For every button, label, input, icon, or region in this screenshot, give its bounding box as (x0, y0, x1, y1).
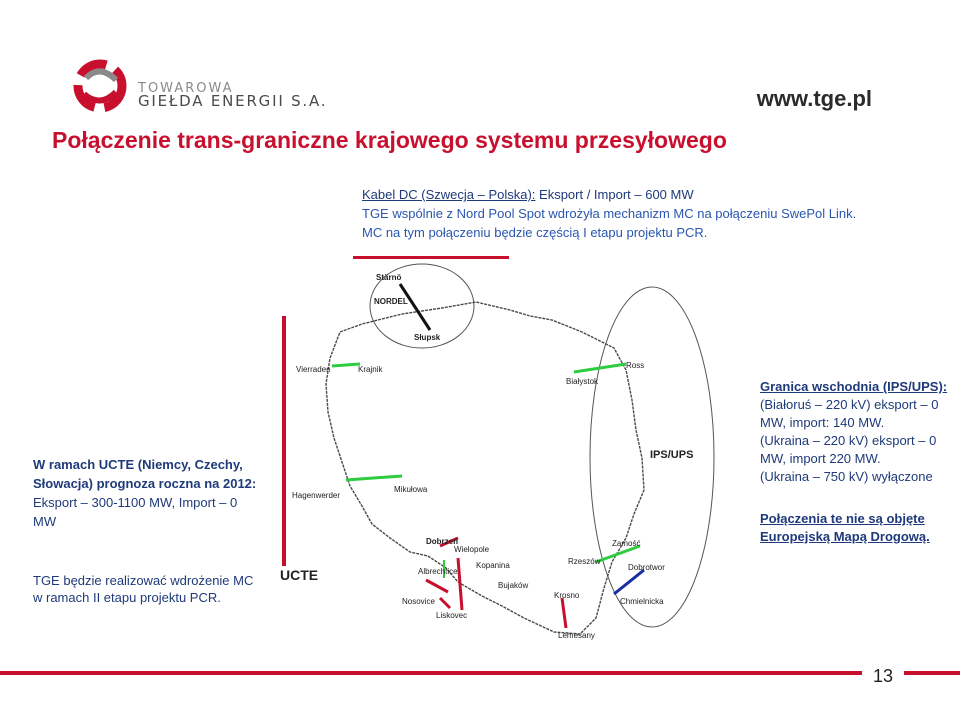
right-note-line1: (Białoruś – 220 kV) eksport – 0 MW, import: 140 MW. (760, 397, 939, 430)
right-note-line3: (Ukraina – 750 kV) wyłączone (760, 469, 933, 484)
label-wielopole: Wielopole (454, 545, 490, 554)
link-liskovec (440, 598, 450, 608)
swepol-link-line (400, 284, 430, 330)
link-zamosc-dobrotwor (596, 546, 640, 562)
top-note-line1 (362, 185, 856, 204)
link-vierraden-krajnik (332, 364, 360, 366)
page-number: 13 (862, 664, 904, 688)
label-dobrzen: Dobrzeń (426, 537, 458, 546)
right-note2: Połączenia te nie są objęte Europejską Mapą Drogową. (760, 511, 930, 544)
label-ucte: UCTE (280, 567, 319, 583)
label-mikulowa: Mikułowa (394, 485, 428, 494)
label-slupsk: Słupsk (414, 333, 441, 342)
accent-bar-top (353, 256, 509, 259)
label-vierraden: Vierraden (296, 365, 331, 374)
link-albrechtice-nosovice (426, 580, 448, 592)
left-note-value: Eksport – 300-1100 MW, Import – 0 MW (33, 495, 238, 529)
label-chmielnicka: Chmielnicka (620, 597, 664, 606)
top-note (362, 185, 856, 242)
tge-logo-icon (72, 58, 132, 114)
top-note-label: Kabel DC (Szwecja – Polska): (362, 187, 536, 202)
top-note-line3: MC na tym połączeniu będzie częścią I etapu projektu PCR. (362, 225, 708, 240)
interconnection-map (262, 262, 742, 652)
label-bialystok: Białystok (566, 377, 599, 386)
slide-title: Połączenie trans-graniczne krajowego systemu przesyłowego (52, 127, 727, 153)
top-note-line2: TGE wspólnie z Nord Pool Spot wdrożyła mechanizm MC na połączeniu SwePol Link. (362, 206, 857, 221)
logo-line1: TOWAROWA (138, 81, 234, 96)
link-wielopole-bujakow (458, 558, 462, 610)
link-krosno-lemesany (562, 598, 566, 628)
label-nosovice: Nosovice (402, 597, 435, 606)
top-note-value: Eksport / Import – 600 MW (535, 187, 694, 202)
poland-outline (326, 302, 644, 634)
label-lemesany: Lemesany (558, 631, 595, 640)
label-liskovec: Liskovec (436, 611, 468, 620)
link-hagenwerder-mikulowa (346, 476, 402, 480)
label-krajnik: Krajnik (358, 365, 383, 374)
right-note-label: Granica wschodnia (IPS/UPS): (760, 379, 948, 394)
label-rzeszow: Rzeszów (568, 557, 601, 566)
right-note-line2: (Ukraina – 220 kV) eksport – 0 MW, import 220 MW. (760, 433, 937, 466)
label-starno: Stärnö (376, 273, 402, 282)
label-zamosc: Zamość (612, 539, 641, 548)
label-dobrotwor: Dobrotwor (628, 563, 665, 572)
right-note (760, 378, 960, 486)
label-nordel: NORDEL (374, 297, 408, 306)
footer-line (0, 671, 960, 675)
left-note-label: W ramach UCTE (Niemcy, Czechy, Słowacja) prognoza roczna na 2012: (33, 457, 257, 491)
label-hagenwerder: Hagenwerder (292, 491, 341, 500)
site-url[interactable]: www.tge.pl (756, 86, 872, 111)
label-ips-ups: IPS/UPS (650, 449, 694, 461)
logo-line2: GIEŁDA ENERGII S.A. (138, 92, 328, 110)
link-rzeszow-chmielnicka (614, 570, 644, 594)
label-ross: Ross (626, 361, 645, 370)
left-note (33, 455, 258, 531)
label-kopanina: Kopanina (476, 561, 510, 570)
label-krosno: Krosno (554, 591, 580, 600)
tge-logo (72, 58, 372, 114)
left-note2: TGE będzie realizować wdrożenie MC w ramach II etapu projektu PCR. (33, 573, 254, 605)
label-albrechtice: Albrechtice (418, 567, 458, 576)
label-bujakow: Bujaków (498, 581, 529, 590)
